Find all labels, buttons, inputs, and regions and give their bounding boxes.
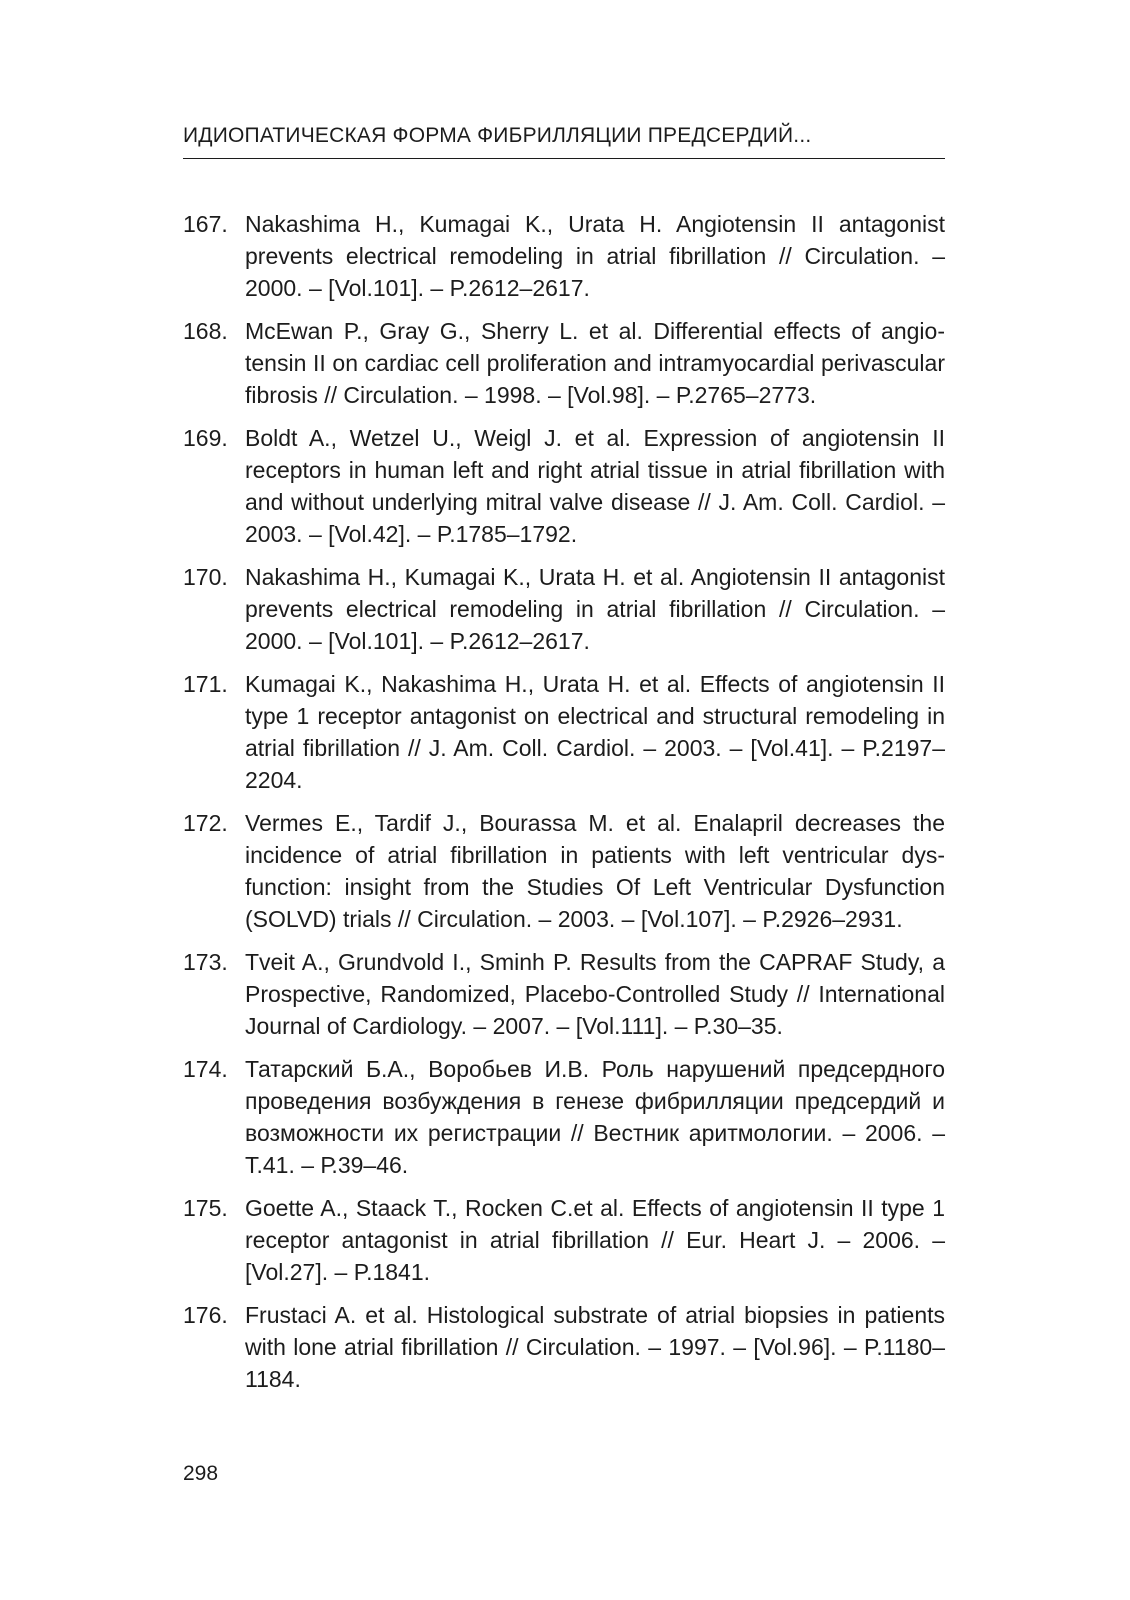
reference-item: [183, 1053, 945, 1181]
reference-text: Boldt A., Wetzel U., Weigl J. et al. Expression of angiotensin II receptors in human left and right atrial tissue in atrial fibrillation with and without underlying mitral valve disease // J. Am. Coll. Cardiol. – 2003. – [Vol.42]. – P.1785–1792.: [245, 425, 945, 547]
reference-number: 169.: [183, 425, 228, 451]
reference-text: Goette A., Staack T., Rocken C.et al. Effects of angiotensin II type 1 receptor antagonist in atrial fibrillation // Eur. Heart J. – 2006. – [Vol.27]. – P.1841.: [245, 1195, 945, 1285]
reference-text: Tveit A., Grundvold I., Sminh P. Results from the CAPRAF Study, a Prospective, Randomized, Placebo-Controlled Study // International Journal of Cardiology. – 2007. – [Vol.111]. – P.30–35.: [245, 949, 945, 1039]
reference-item: [183, 561, 945, 657]
reference-text: Frustaci A. et al. Histological substrate of atrial biopsies in patients with lone atrial fibrillation // Circulation. – 1997. – [Vol.96]. – P.1180–1184.: [245, 1302, 945, 1392]
reference-number: 171.: [183, 671, 228, 697]
reference-number: 167.: [183, 211, 228, 237]
reference-number: 174.: [183, 1056, 228, 1082]
reference-item: [183, 208, 945, 304]
reference-item: [183, 807, 945, 935]
reference-item: [183, 946, 945, 1042]
reference-number: 172.: [183, 810, 228, 836]
reference-text: Татарский Б.А., Воробьев И.В. Роль нарушений предсердного проведения возбуждения в генезе фибрилляции предсердий и возможности их регистрации // Вестник аритмологии. – 2006. – Т.41. – Р.39–46.: [245, 1056, 945, 1178]
reference-list: [183, 208, 945, 1406]
reference-item: [183, 422, 945, 550]
reference-number: 170.: [183, 564, 228, 590]
page-number: 298: [183, 1462, 219, 1485]
reference-text: McEwan P., Gray G., Sherry L. et al. Differential effects of angiotensin II on cardiac cell proliferation and intramyocardial perivascular fibrosis // Circulation. – 1998. – [Vol.98]. – P.2765–2773.: [245, 318, 945, 408]
reference-item: [183, 668, 945, 796]
reference-text: Nakashima H., Kumagai K., Urata H. et al. Angiotensin II antagonist prevents electrical remodeling in atrial fibrillation // Circulation. – 2000. – [Vol.101]. – P.2612–2617.: [245, 564, 945, 654]
reference-item: [183, 315, 945, 411]
reference-number: 175.: [183, 1195, 228, 1221]
reference-number: 173.: [183, 949, 228, 975]
reference-number: 176.: [183, 1302, 228, 1328]
reference-text: Nakashima H., Kumagai K., Urata H. Angiotensin II antagonist prevents electrical remodeling in atrial fibrillation // Circulation. – 2000. – [Vol.101]. – P.2612–2617.: [245, 211, 945, 301]
reference-item: [183, 1192, 945, 1288]
reference-text: Kumagai K., Nakashima H., Urata H. et al. Effects of angiotensin II type 1 receptor antagonist on electrical and structural remodeling in atrial fibrillation // J. Am. Coll. Cardiol. – 2003. – [Vol.41]. – P.2197–2204.: [245, 671, 945, 793]
reference-text: Vermes E., Tardif J., Bourassa M. et al. Enalapril decreases the incidence of atrial fibrillation in patients with left ventricular dysfunction: insight from the Studies Of Left Ventricular Dysfunction (SOLVD) trials // Circulation. – 2003. – [Vol.107]. – P.2926–2931.: [245, 810, 945, 932]
reference-number: 168.: [183, 318, 228, 344]
reference-item: [183, 1299, 945, 1395]
running-header: ИДИОПАТИЧЕСКАЯ ФОРМА ФИБРИЛЛЯЦИИ ПРЕДСЕРДИЙ...: [183, 122, 945, 159]
